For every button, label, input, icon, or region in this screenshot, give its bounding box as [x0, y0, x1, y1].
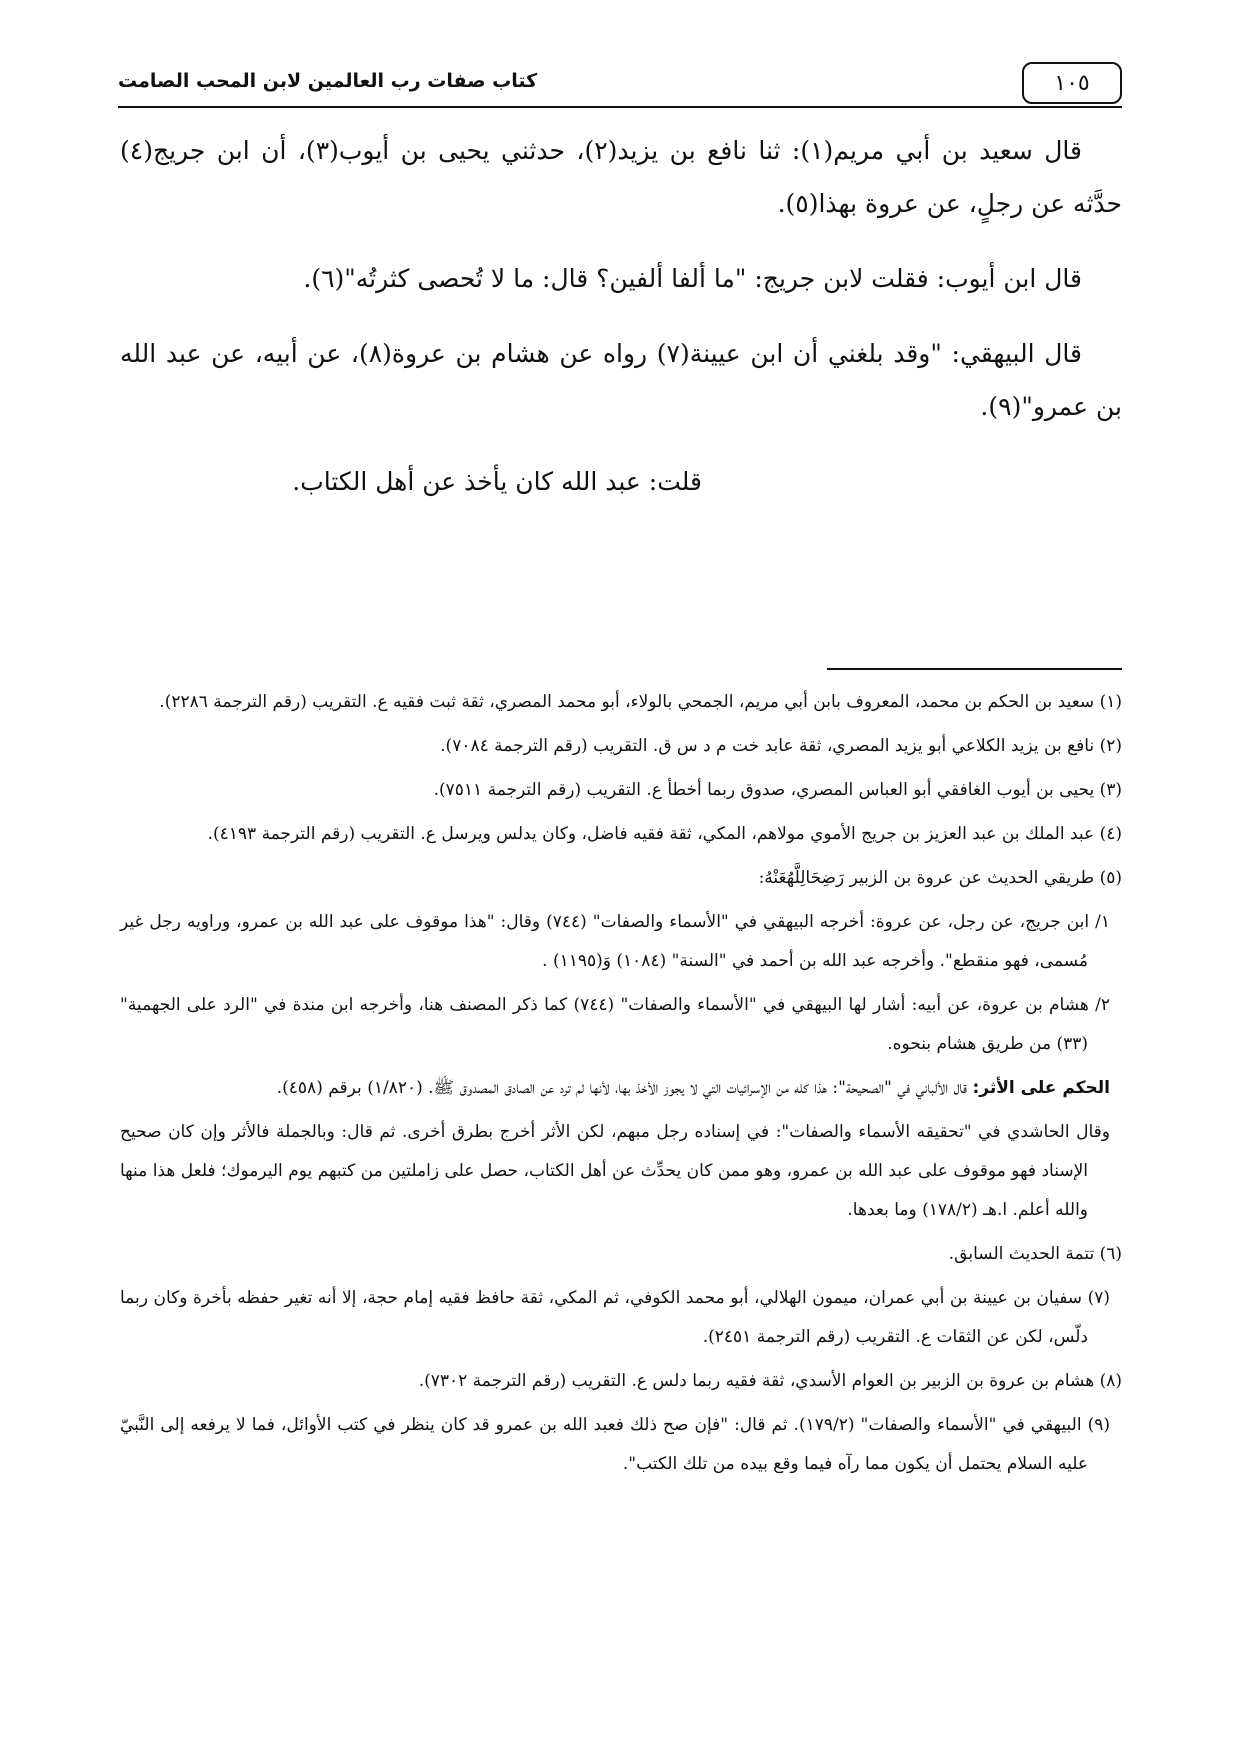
- footnotes: [120, 683, 1122, 1489]
- page-number: ١٠٥: [1022, 62, 1122, 104]
- footnote-8: (٨) هشام بن عروة بن الزبير بن العوام الأسدي، ثقة فقيه ربما دلس ع. التقريب (رقم الترجمة ٧٣٠٢).: [418, 1371, 1122, 1391]
- paragraph-ibn-ayyub: قال ابن أيوب: فقلت لابن جريج: "ما ألفا ألفين؟ قال: ما لا تُحصى كثرتُه"(٦).: [303, 264, 1082, 293]
- main-text: [120, 124, 1122, 530]
- footnote-1: (١) سعيد بن الحكم بن محمد، المعروف بابن أبي مريم، الجمحي بالولاء، أبو محمد المصري، ثقة ثبت فقيه ع. التقريب (رقم الترجمة ٢٢٨٦).: [159, 692, 1122, 712]
- footnote-separator: [827, 668, 1122, 670]
- paragraph-isnad: قال سعيد بن أبي مريم(١): ثنا نافع بن يزيد(٢)، حدثني يحيى بن أيوب(٣)، أن ابن جريج(٤) حدَّثه عن رجلٍ، عن عروة بهذا(٥).: [120, 136, 1122, 218]
- footnote-7: (٧) سفيان بن عيينة بن أبي عمران، ميمون الهلالي، أبو محمد الكوفي، ثم المكي، ثقة حافظ فقيه إمام حجة، إلا أنه تغير حفظه بأخرة وكان ربما دلّس، لكن عن الثقات ع. التقريب (رقم الترجمة ٢٤٥١).: [120, 1288, 1110, 1347]
- footnote-6: (٦) تتمة الحديث السابق.: [948, 1244, 1122, 1264]
- footnote-5: (٥) طريقي الحديث عن عروة بن الزبير رَضِحَالِلَّهُعَنْهُ:: [758, 868, 1122, 888]
- footnote-3: (٣) يحيى بن أيوب الغافقي أبو العباس المصري، صدوق ربما أخطأ ع. التقريب (رقم الترجمة ٧٥١١).: [433, 780, 1122, 800]
- footnote-5-ruling: [120, 1069, 1122, 1108]
- running-title: كتاب صفات رب العالمين لابن المحب الصامت: [118, 70, 538, 92]
- paragraph-bayhaqi: قال البيهقي: "وقد بلغني أن ابن عيينة(٧) رواه عن هشام بن عروة(٨)، عن أبيه، عن عبد الله بن عمرو"(٩).: [120, 339, 1122, 421]
- footnote-4: (٤) عبد الملك بن عبد العزيز بن جريج الأموي مولاهم، المكي، ثقة فقيه فاضل، وكان يدلس ويرسل ع. التقريب (رقم الترجمة ٤١٩٣).: [207, 824, 1122, 844]
- ruling-text: قال الألباني في "الصحيحة": هذا كله من الإسرائيات التي لا يجوز الأخذ بها، لأنها لم ترد عن الصادق المصدوق ﷺ. (١/٨٢٠) برقم (٤٥٨).: [276, 1078, 968, 1098]
- footnote-9: (٩) البيهقي في "الأسماء والصفات" (١٧٩/٢). ثم قال: "فإن صح ذلك فعبد الله بن عمرو قد كان ينظر في كتب الأوائل، فما لا يرفعه إلى النَّبيّ عليه السلام يحتمل أن يكون مما رآه فيما وقع بيده من تلك الكتب".: [120, 1415, 1110, 1474]
- page-header: [118, 62, 1122, 108]
- footnote-5-route-2: ٢/ هشام بن عروة، عن أبيه: أشار لها البيهقي في "الأسماء والصفات" (٧٤٤) كما ذكر المصنف هنا، وأخرجه ابن مندة في "الرد على الجهمية" (٣٣) من طريق هشام بنحوه.: [120, 995, 1110, 1054]
- footnote-5-route-1: ١/ ابن جريج، عن رجل، عن عروة: أخرجه البيهقي في "الأسماء والصفات" (٧٤٤) وقال: "هذا موقوف على عبد الله بن عمرو، وراويه رجل غير مُسمى، فهو منقطع". وأخرجه عبد الله بن أحمد في "السنة" (١٠٨٤) وَ(١١٩٥) .: [120, 912, 1110, 971]
- footnote-2: (٢) نافع بن يزيد الكلاعي أبو يزيد المصري، ثقة عابد خت م د س ق. التقريب (رقم الترجمة ٧٠٨٤).: [440, 736, 1122, 756]
- paragraph-comment: قلت: عبد الله كان يأخذ عن أهل الكتاب.: [292, 467, 702, 496]
- footnote-5-hashidi: وقال الحاشدي في "تحقيقه الأسماء والصفات": في إسناده رجل مبهم، لكن الأثر أخرج بطرق أخرى. ثم قال: وبالجملة فالأثر وإن كان صحيح الإسناد فهو موقوف على عبد الله بن عمرو، وهو ممن كان يحدِّث عن أهل الكتاب، حصل على زاملتين من كتبهم يوم اليرموك؛ فلعل هذا منها والله أعلم. ا.هـ (١٧٨/٢) وما بعدها.: [120, 1122, 1110, 1220]
- ruling-label: الحكم على الأثر:: [972, 1078, 1110, 1098]
